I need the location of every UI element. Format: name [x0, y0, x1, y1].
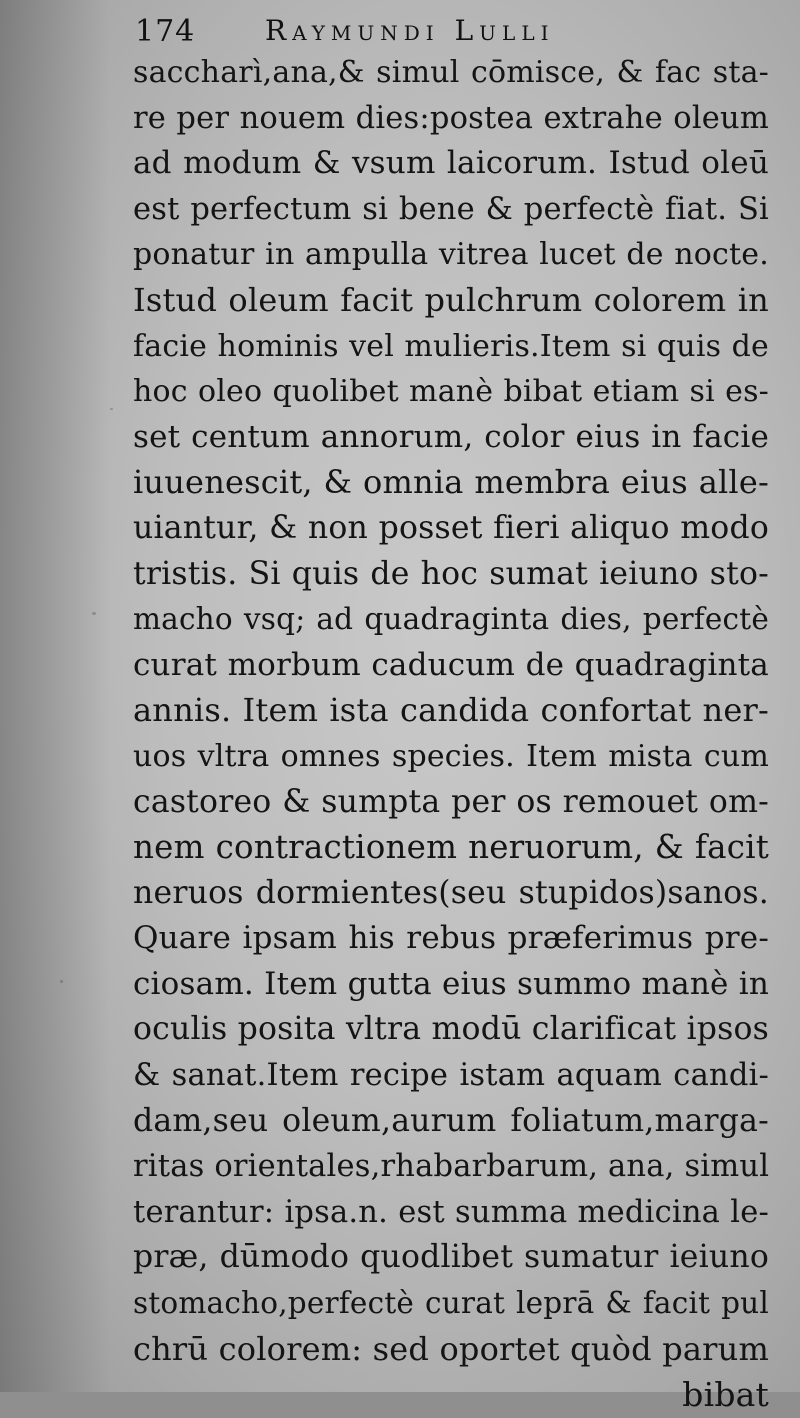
text-line: curat morbum caducum de quadraginta [133, 646, 769, 683]
text-line: saccharì,ana,& simul cōmisce, & fac sta- [133, 55, 769, 90]
text-line: ad modum & vsum laicorum. Istud oleū [133, 145, 769, 182]
paper-speck [60, 980, 63, 983]
text-line: ritas orientales,rhabarbarum, ana, simul [133, 1149, 770, 1185]
text-line: nem contractionem neruorum, & facit [133, 828, 769, 867]
text-line: annis. Item ista candida confortat ner- [133, 691, 769, 730]
catchword: bibat [682, 1375, 769, 1415]
text-line: chrū colorem: sed oportet quòd parum [133, 1329, 770, 1368]
paper-speck [92, 612, 96, 615]
text-line: dam,seu oleum,aurum foliatum,marga- [133, 1102, 769, 1139]
text-line: Istud oleum facit pulchrum colorem in [133, 280, 769, 319]
text-line: ciosam. Item gutta eius summo manè in [133, 965, 769, 1002]
text-line: iuuenescit, & omnia membra eius alle- [133, 463, 769, 502]
page-edge-shadow [0, 0, 110, 1392]
text-line: uos vltra omnes species. Item mista cum [133, 738, 769, 774]
text-line: & sanat.Item recipe istam aquam candi- [133, 1058, 769, 1094]
page-number: 174 [135, 14, 196, 49]
body-text [133, 50, 769, 1418]
text-line: ponatur in ampulla vitrea lucet de nocte. [133, 237, 769, 273]
running-head: Raymundi Lulli [265, 14, 555, 47]
text-line: set centum annorum, color eius in facie [133, 418, 769, 455]
text-line: neruos dormientes(seu stupidos)sanos. [133, 874, 769, 911]
text-line: stomacho,perfectè curat leprā & facit pul [133, 1286, 769, 1321]
page-header [135, 10, 735, 54]
text-line: oculis posita vltra modū clarificat ipsos [133, 1011, 769, 1048]
text-line: macho vsq; ad quadraginta dies, perfectè [133, 602, 769, 637]
text-line: hoc oleo quolibet manè bibat etiam si es- [133, 374, 769, 410]
text-line: est perfectum si bene & perfectè fiat. Si [133, 191, 769, 227]
paper-speck [110, 408, 113, 410]
text-line: uiantur, & non posset fieri aliquo modo [133, 509, 769, 546]
text-line: tristis. Si quis de hoc sumat ieiuno sto- [133, 555, 769, 592]
text-line: terantur: ipsa.n. est summa medicina le- [133, 1194, 769, 1230]
text-line: re per nouem dies:postea extrahe oleum [133, 100, 769, 136]
text-line: Quare ipsam his rebus præferimus pre- [133, 920, 769, 957]
text-line: præ, dūmodo quodlibet sumatur ieiuno [133, 1239, 769, 1276]
text-line: castoreo & sumpta per os remouet om- [133, 783, 769, 820]
text-line: facie hominis vel mulieris.Item si quis de [133, 328, 769, 364]
